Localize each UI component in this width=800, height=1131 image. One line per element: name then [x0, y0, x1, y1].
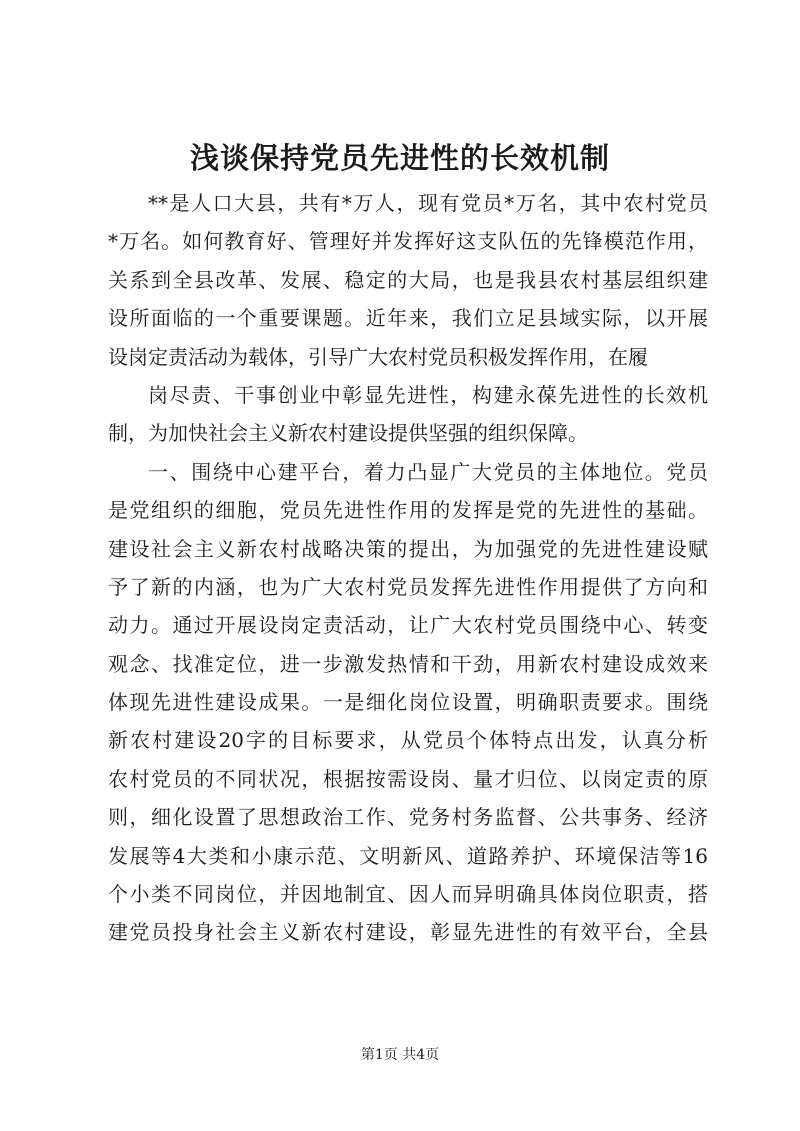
body-line: 岗尽责、干事创业中彰显先进性，构建永葆先进性的长效机: [148, 382, 708, 407]
body-line: 建党员投身社会主义新农村建设，彰显先进性的有效平台，全县: [108, 920, 708, 945]
body-line: 一、围绕中心建平台，着力凸显广大党员的主体地位。党员: [148, 459, 708, 484]
page-footer: 第1页 共4页: [360, 1047, 440, 1063]
document-body: [108, 184, 708, 952]
document-title: 浅谈保持党员先进性的长效机制: [189, 141, 610, 175]
body-line: 设所面临的一个重要课题。近年来，我们立足县域实际，以开展: [108, 306, 708, 331]
body-line: 新农村建设20字的目标要求，从党员个体特点出发，认真分析: [108, 728, 708, 753]
body-line: 个小类不同岗位，并因地制宜、因人而异明确具体岗位职责，搭: [108, 882, 708, 907]
body-line: 农村党员的不同状况，根据按需设岗、量才归位、以岗定责的原: [108, 766, 708, 791]
body-line: 则，细化设置了思想政治工作、党务村务监督、公共事务、经济: [108, 805, 708, 830]
body-line: 关系到全县改革、发展、稳定的大局，也是我县农村基层组织建: [108, 267, 708, 292]
body-line: 体现先进性建设成果。一是细化岗位设置，明确职责要求。围绕: [108, 690, 708, 715]
body-line: 制，为加快社会主义新农村建设提供坚强的组织保障。: [108, 421, 588, 446]
body-line: 是党组织的细胞，党员先进性作用的发挥是党的先进性的基础。: [108, 498, 708, 523]
body-line: 设岗定责活动为载体，引导广大农村党员积极发挥作用，在履: [108, 344, 648, 369]
body-line: **是人口大县，共有*万人，现有党员*万名，其中农村党员: [148, 191, 708, 215]
body-line: 动力。通过开展设岗定责活动，让广大农村党员围绕中心、转变: [108, 613, 708, 638]
body-line: 予了新的内涵，也为广大农村党员发挥先进性作用提供了方向和: [108, 574, 708, 599]
body-line: 发展等4大类和小康示范、文明新风、道路养护、环境保洁等16: [108, 843, 708, 868]
body-line: 建设社会主义新农村战略决策的提出，为加强党的先进性建设赋: [108, 536, 708, 561]
body-line: *万名。如何教育好、管理好并发挥好这支队伍的先锋模范作用，: [108, 229, 708, 254]
body-line: 观念、找准定位，进一步激发热情和干劲，用新农村建设成效来: [108, 651, 708, 676]
